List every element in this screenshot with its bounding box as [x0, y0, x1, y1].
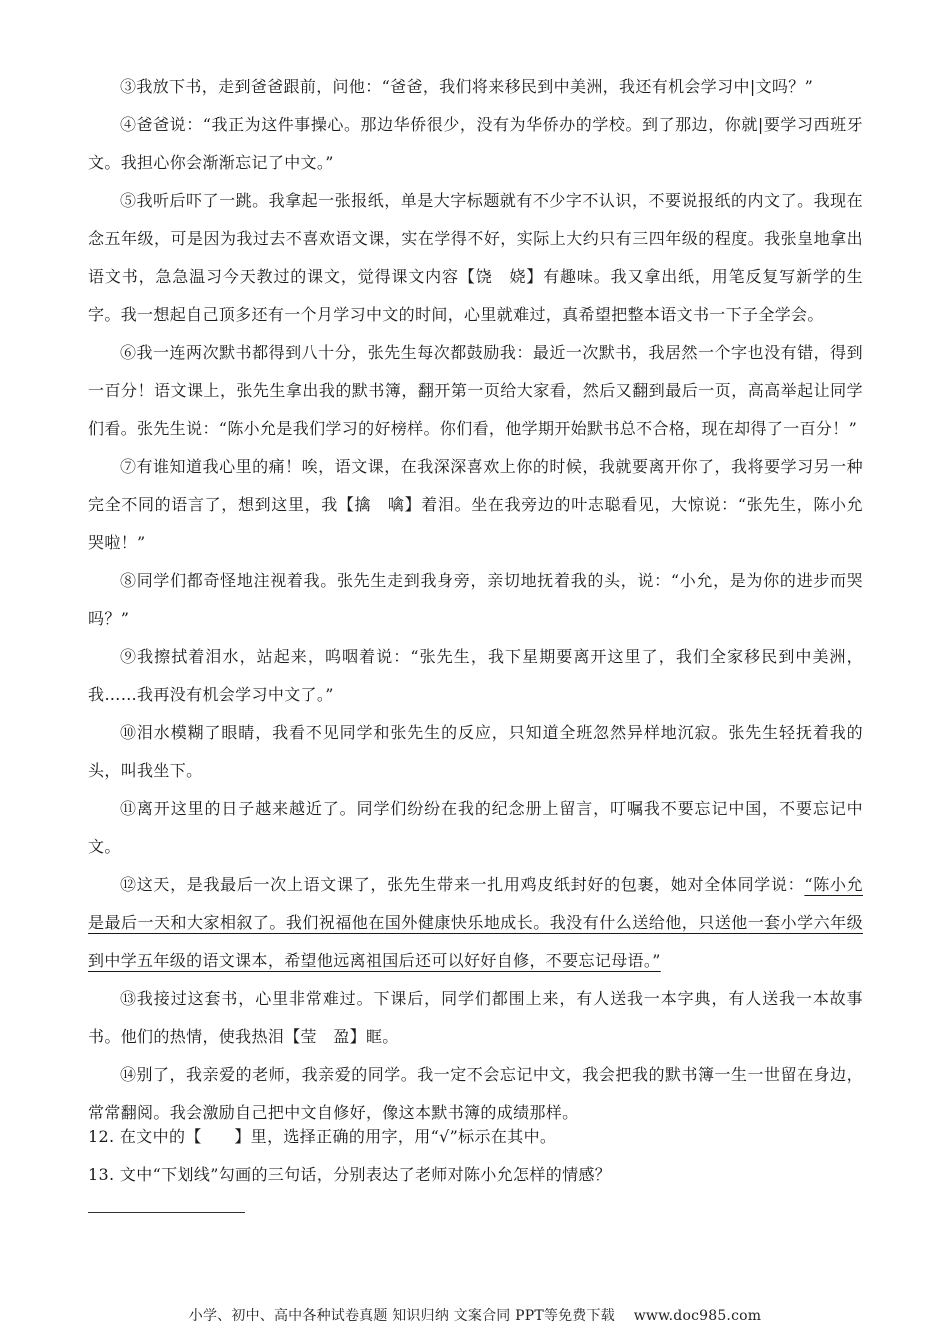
footnote-divider — [88, 1212, 245, 1213]
paragraph-8: ⑧同学们都奇怪地注视着我。张先生走到我身旁，亲切地抚着我的头，说：“小允，是为你的进步而哭吗？” — [88, 571, 863, 628]
paragraph-12-lead: ⑫这天，是我最后一次上语文课了，张先生带来一扎用鸡皮纸封好的包裹，她对全体同学说： — [120, 875, 805, 894]
page-footer: 小学、初中、高中各种试卷真题 知识归纳 文案合同 PPT等免费下载 www.doc985.com — [188, 1308, 762, 1324]
paragraph-11: ⑪离开这里的日子越来越近了。同学们纷纷在我的纪念册上留言，叮嘱我不要忘记中国，不要忘记中文。 — [88, 799, 863, 856]
question-list — [88, 1118, 863, 1194]
paragraph-10: ⑩泪水模糊了眼睛，我看不见同学和张先生的反应，只知道全班忽然异样地沉寂。张先生轻抚着我的头，叫我坐下。 — [88, 723, 863, 780]
paragraph-12 — [88, 866, 863, 980]
paragraph-9: ⑨我擦拭着泪水，站起来，呜咽着说：“张先生，我下星期要离开这里了，我们全家移民到中美洲，我……我再没有机会学习中文了。” — [88, 647, 863, 704]
paragraph-7: ⑦有谁知道我心里的痛！唉，语文课，在我深深喜欢上你的时候，我就要离开你了，我将要学习另一种完全不同的语言了，想到这里，我【擒 噙】着泪。坐在我旁边的叶志聪看见，大惊说：“张先生，陈小允哭啦！” — [88, 457, 863, 552]
underlined-teacher-speech: “陈小允是最后一天和大家相叙了。我们祝福他在国外健康快乐地成长。我没有什么送给他，只送他一套小学六年级到中学五年级的语文课本，希望他远离祖国后还可以好好自修，不要忘记母语。” — [88, 875, 863, 970]
paragraph-5: ⑤我听后吓了一跳。我拿起一张报纸，单是大字标题就有不少字不认识，不要说报纸的内文了。我现在念五年级，可是因为我过去不喜欢语文课，实在学得不好，实际上大约只有三四年级的程度。我张皇地拿出语文书，急急温习今天教过的课文，觉得课文内容【饶 娆】有趣味。我又拿出纸，用笔反复写新学的生字。我一想起自己顶多还有一个月学习中文的时间，心里就难过，真希望把整本语文书一下子全学会。 — [88, 191, 863, 324]
paragraph-4: ④爸爸说：“我正为这件事操心。那边华侨很少，没有为华侨办的学校。到了那边，你就|要学习西班牙文。我担心你会渐渐忘记了中文。” — [88, 115, 863, 172]
paragraph-6: ⑥我一连两次默书都得到八十分，张先生每次都鼓励我：最近一次默书，我居然一个字也没有错，得到一百分！语文课上，张先生拿出我的默书簿，翻开第一页给大家看，然后又翻到最后一页，高高举起让同学们看。张先生说：“陈小允是我们学习的好榜样。你们看，他学期开始默书总不合格，现在却得了一百分！” — [88, 343, 863, 438]
question-13: 13. 文中“下划线”勾画的三句话，分别表达了老师对陈小允怎样的情感？ — [88, 1165, 612, 1184]
reading-passage — [88, 68, 863, 1132]
paragraph-13: ⑬我接过这套书，心里非常难过。下课后，同学们都围上来，有人送我一本字典，有人送我一本故事书。他们的热情，使我热泪【莹 盈】眶。 — [88, 989, 863, 1046]
question-12: 12. 在文中的【 】里，选择正确的用字，用“√”标示在其中。 — [88, 1127, 557, 1146]
paragraph-3: ③我放下书，走到爸爸跟前，问他：“爸爸，我们将来移民到中美洲，我还有机会学习中|文吗？” — [120, 77, 814, 96]
paragraph-14: ⑭别了，我亲爱的老师，我亲爱的同学。我一定不会忘记中文，我会把我的默书簿一生一世留在身边，常常翻阅。我会激励自己把中文自修好，像这本默书簿的成绩那样。 — [88, 1065, 863, 1122]
